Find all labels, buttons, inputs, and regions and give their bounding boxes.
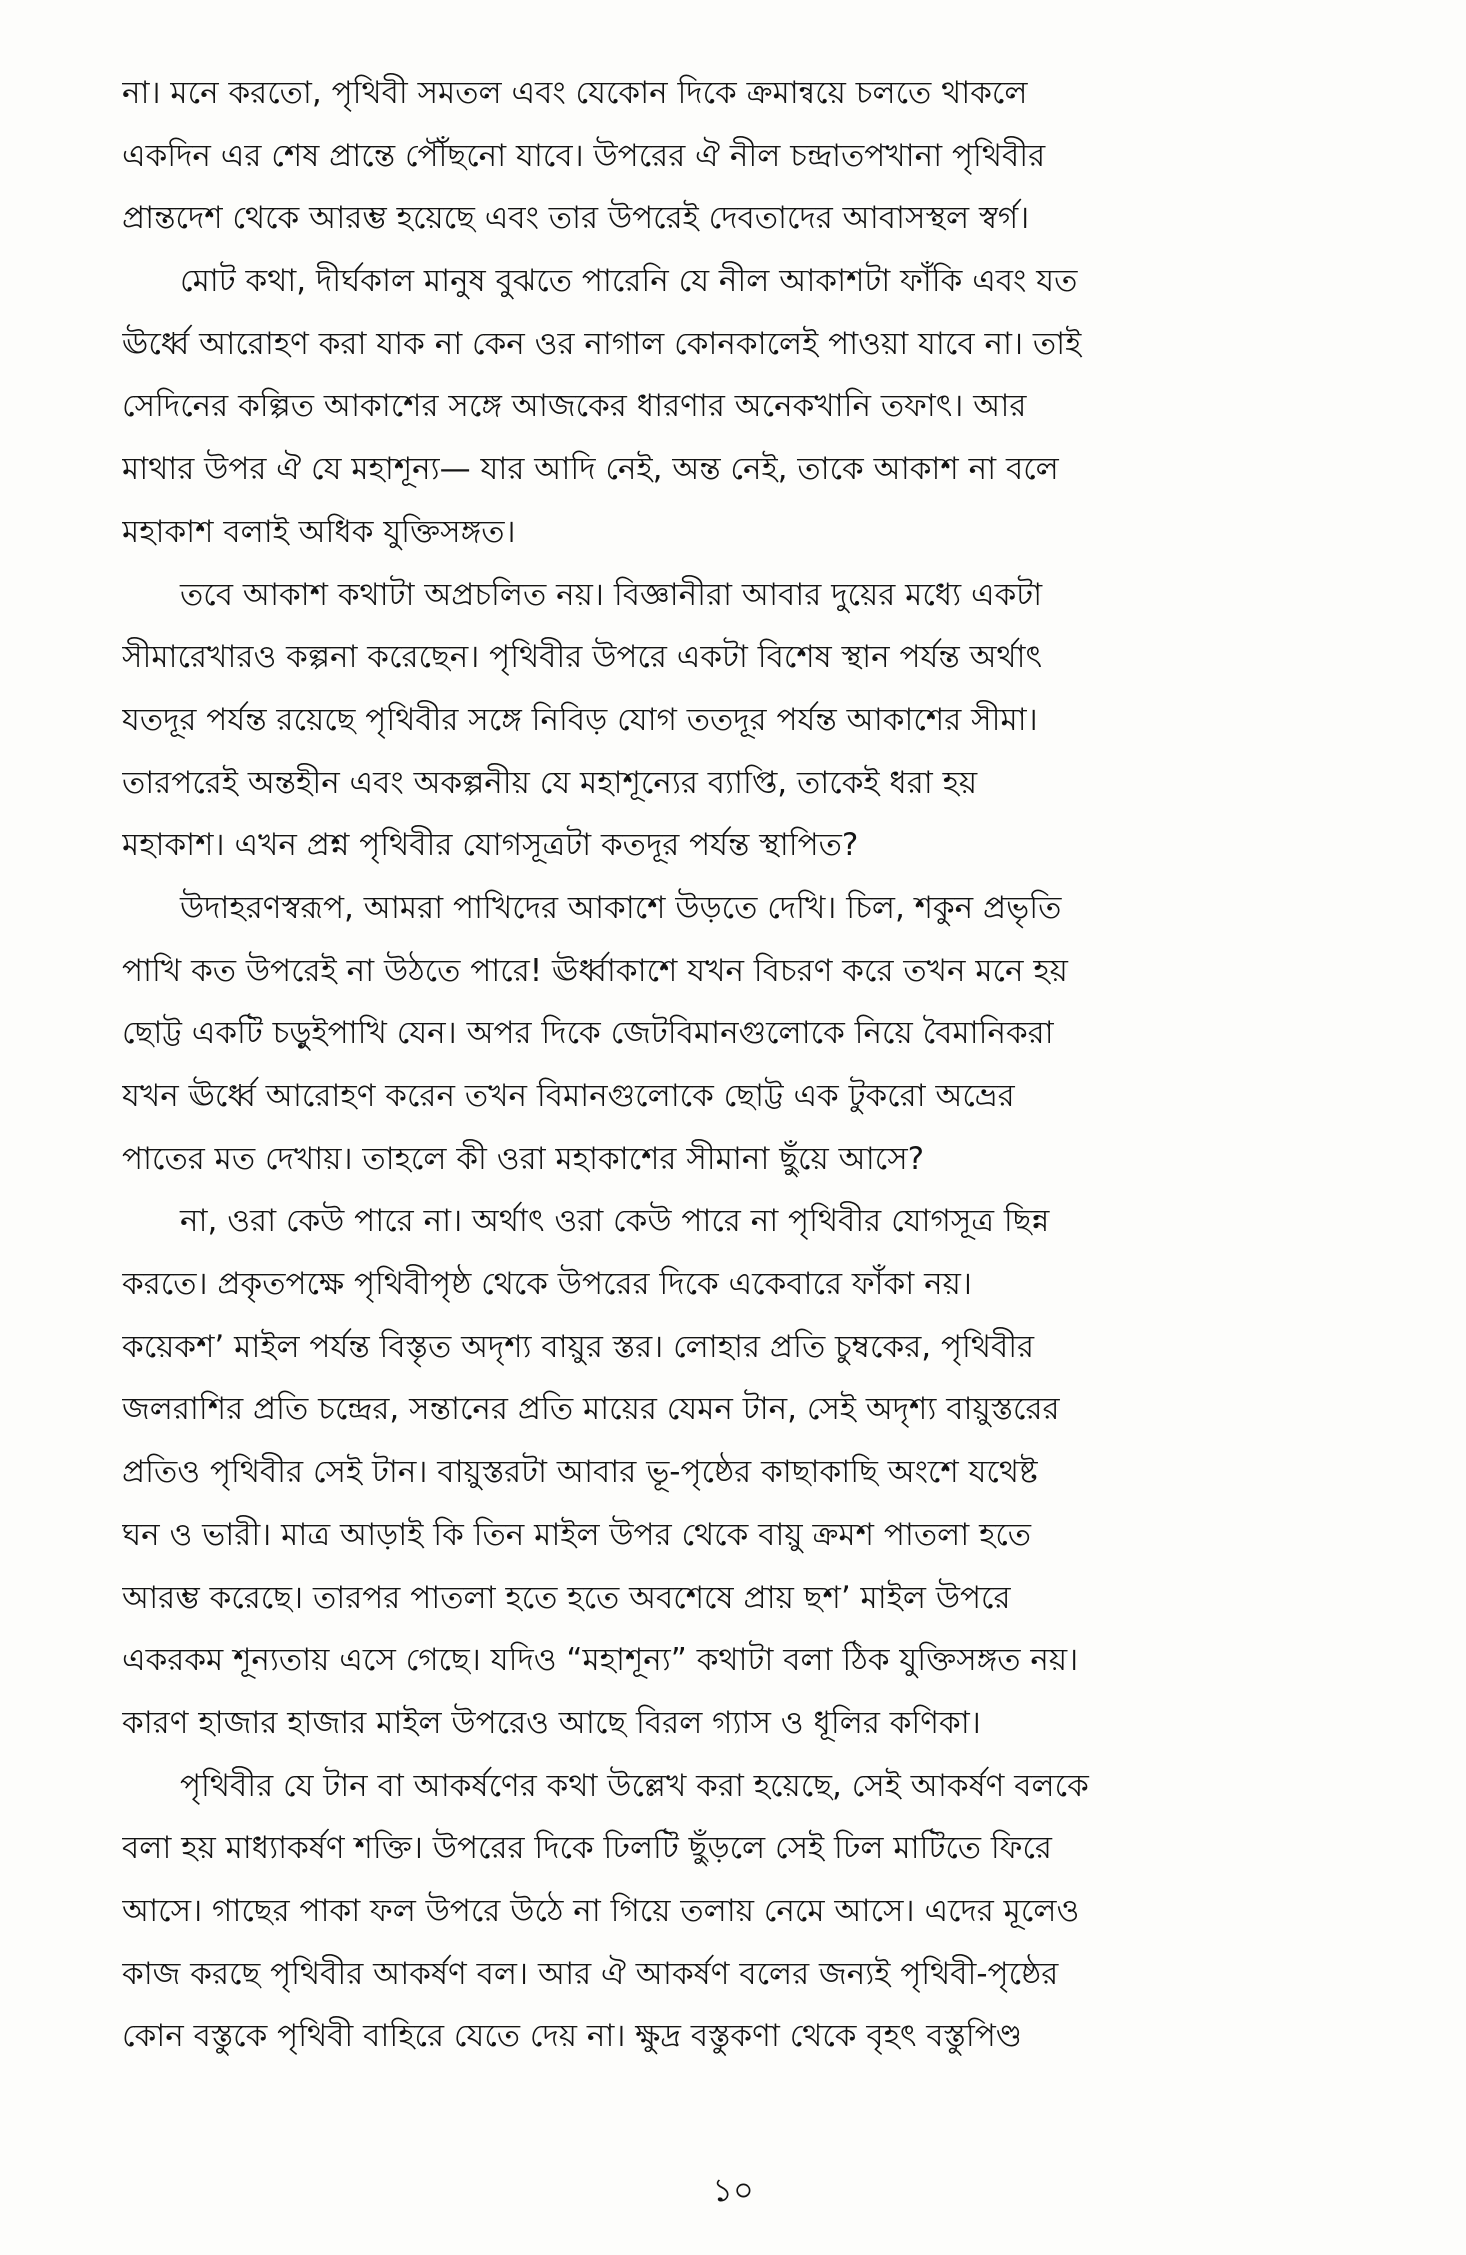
text-line: যখন ঊর্ধ্বে আরোহণ করেন তখন বিমানগুলোকে ছোট্ট এক টুকরো অভ্রের [122,1078,1015,1114]
text-line: প্রতিও পৃথিবীর সেই টান। বায়ুস্তরটা আবার ভূ-পৃষ্ঠের কাছাকাছি অংশে যথেষ্ট [122,1454,1038,1491]
text-line: করতে। প্রকৃতপক্ষে পৃথিবীপৃষ্ঠ থেকে উপরের দিকে একেবারে ফাঁকা নয়। [122,1266,972,1303]
text-line: প্রান্তদেশ থেকে আরম্ভ হয়েছে এবং তার উপরেই দেবতাদের আবাসস্থল স্বর্গ। [122,200,1030,237]
text-line: যতদূর পর্যন্ত রয়েছে পৃথিবীর সঙ্গে নিবিড় যোগ ততদূর পর্যন্ত আকাশের সীমা। [122,701,1038,738]
text-line: সেদিনের কল্পিত আকাশের সঙ্গে আজকের ধারণার অনেকখানি তফাৎ। আর [122,388,1027,425]
text-line: একরকম শূন্যতায় এসে গেছে। যদিও “মহাশূন্য” কথাটা বলা ঠিক যুক্তিসঙ্গত নয়। [122,1642,1079,1679]
text-line: একদিন এর শেষ প্রান্তে পৌঁছনো যাবে। উপরের ঐ নীল চন্দ্রাতপখানা পৃথিবীর [122,137,1046,174]
text-line: বলা হয় মাধ্যাকর্ষণ শক্তি। উপরের দিকে ঢিলটি ছুঁড়লে সেই ঢিল মাটিতে ফিরে [122,1830,1052,1867]
text-line: মাথার উপর ঐ যে মহাশূন্য— যার আদি নেই, অন্ত নেই, তাকে আকাশ না বলে [122,451,1059,488]
text-line: পৃথিবীর যে টান বা আকর্ষণের কথা উল্লেখ করা হয়েছে, সেই আকর্ষণ বলকে [180,1767,1089,1804]
text-line: কয়েকশ’ মাইল পর্যন্ত বিস্তৃত অদৃশ্য বায়ুর স্তর। লোহার প্রতি চুম্বকের, পৃথিবীর [122,1328,1035,1365]
text-line: ছোট্ট একটি চড়ুইপাখি যেন। অপর দিকে জেটবিমানগুলোকে নিয়ে বৈমানিকরা [122,1015,1054,1052]
text-line: মোট কথা, দীর্ঘকাল মানুষ বুঝতে পারেনি যে নীল আকাশটা ফাঁকি এবং যত [180,263,1078,300]
page-number: ১০ [712,2171,754,2209]
text-line: ঊর্ধ্বে আরোহণ করা যাক না কেন ওর নাগাল কোনকালেই পাওয়া যাবে না। তাই [122,325,1082,362]
body-text [122,62,1350,2068]
text-line: মহাকাশ বলাই অধিক যুক্তিসঙ্গত। [122,513,516,550]
text-line: উদাহরণস্বরূপ, আমরা পাখিদের আকাশে উড়তে দেখি। চিল, শকুন প্রভৃতি [180,889,1062,926]
text-line: কারণ হাজার হাজার মাইল উপরেও আছে বিরল গ্যাস ও ধূলির কণিকা। [122,1704,981,1741]
text-line: না, ওরা কেউ পারে না। অর্থাৎ ওরা কেউ পারে না পৃথিবীর যোগসূত্র ছিন্ন [180,1203,1050,1240]
text-line: আসে। গাছের পাকা ফল উপরে উঠে না গিয়ে তলায় নেমে আসে। এদের মূলেও [122,1892,1080,1929]
text-line: পাতের মত দেখায়। তাহলে কী ওরা মহাকাশের সীমানা ছুঁয়ে আসে? [122,1140,925,1177]
text-line: জলরাশির প্রতি চন্দ্রের, সন্তানের প্রতি মায়ের যেমন টান, সেই অদৃশ্য বায়ুস্তরের [122,1391,1060,1428]
text-line: আরম্ভ করেছে। তারপর পাতলা হতে হতে অবশেষে প্রায় ছশ’ মাইল উপরে [122,1579,1011,1616]
text-line: কাজ করছে পৃথিবীর আকর্ষণ বল। আর ঐ আকর্ষণ বলের জন্যই পৃথিবী-পৃষ্ঠের [122,1955,1059,1992]
text-line: কোন বস্তুকে পৃথিবী বাহিরে যেতে দেয় না। ক্ষুদ্র বস্তুকণা থেকে বৃহৎ বস্তুপিণ্ড [122,2018,1023,2055]
text-line: তবে আকাশ কথাটা অপ্রচলিত নয়। বিজ্ঞানীরা আবার দুয়ের মধ্যে একটা [180,576,1043,613]
text-line: তারপরেই অন্তহীন এবং অকল্পনীয় যে মহাশূন্যের ব্যাপ্তি, তাকেই ধরা হয় [122,764,978,801]
text-line: মহাকাশ। এখন প্রশ্ন পৃথিবীর যোগসূত্রটা কতদূর পর্যন্ত স্থাপিত? [122,827,859,864]
text-line: ঘন ও ভারী। মাত্র আড়াই কি তিন মাইল উপর থেকে বায়ু ক্রমশ পাতলা হতে [122,1516,1032,1553]
text-line: পাখি কত উপরেই না উঠতে পারে! ঊর্ধ্বাকাশে যখন বিচরণ করে তখন মনে হয় [122,952,1068,989]
text-line: না। মনে করতো, পৃথিবী সমতল এবং যেকোন দিকে ক্রমান্বয়ে চলতে থাকলে [122,75,1028,111]
text-line: সীমারেখারও কল্পনা করেছেন। পৃথিবীর উপরে একটা বিশেষ স্থান পর্যন্ত অর্থাৎ [122,639,1043,676]
